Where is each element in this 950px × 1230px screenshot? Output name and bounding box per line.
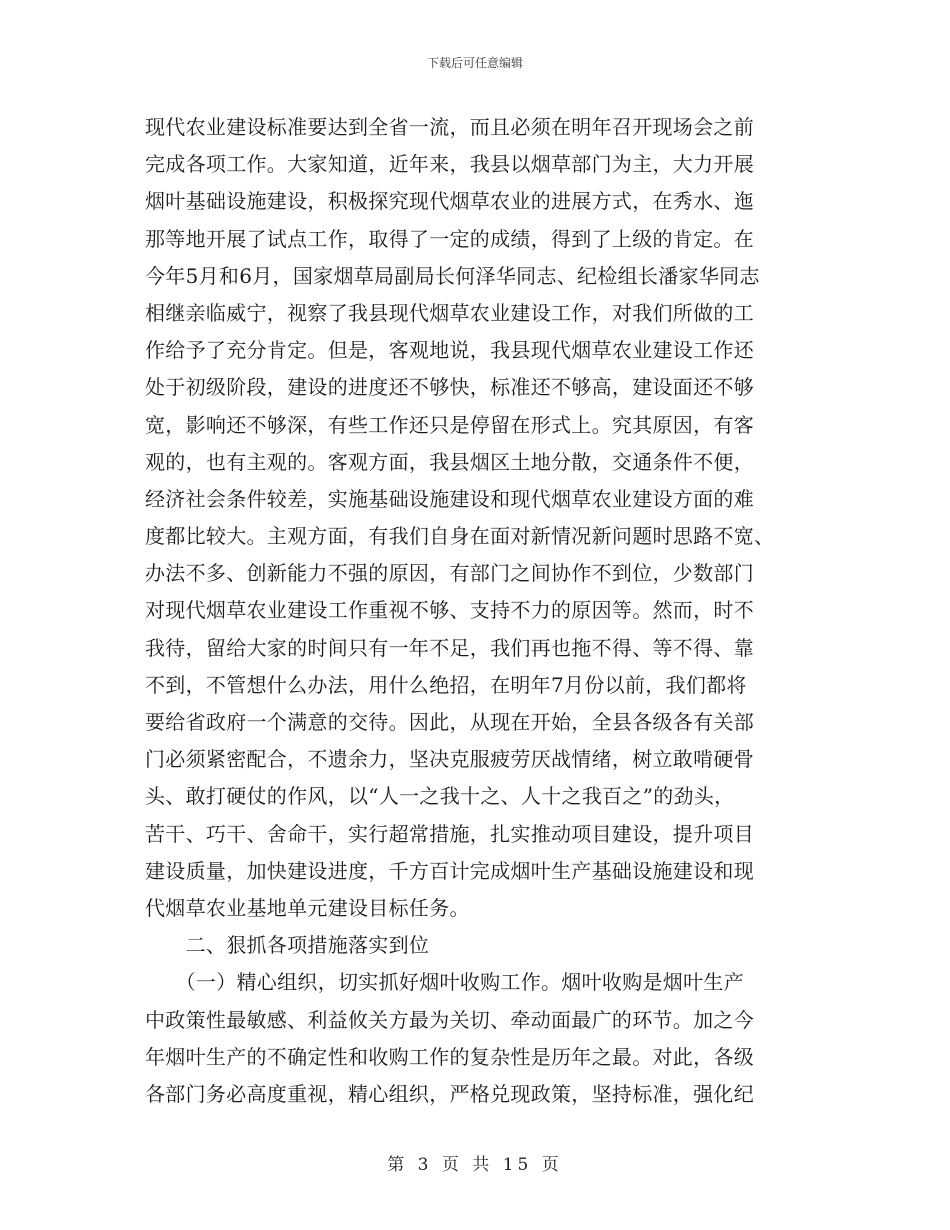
text-line: 宽，影响还不够深，有些工作还只是停留在形式上。究其原因，有客 (145, 412, 754, 437)
text-line: 不到，不管想什么办法，用什么绝招，在明年7月份以前，我们都将 (145, 672, 747, 697)
text-line: 办法不多、创新能力不强的原因，有部门之间协作不到位，少数部门 (145, 561, 754, 586)
text-line: 对现代烟草农业建设工作重视不够、支持不力的原因等。然而，时不 (145, 598, 754, 623)
page-footer: 第 3 页 共 15 页 (387, 1155, 563, 1175)
text-line: 烟叶基础设施建设，积极探究现代烟草农业的进展方式，在秀水、迤 (145, 189, 754, 214)
text-line: 作给予了充分肯定。但是，客观地说，我县现代烟草农业建设工作还 (145, 338, 754, 363)
body-text (145, 109, 815, 1113)
text-line: 处于初级阶段，建设的进度还不够快，标准还不够高，建设面还不够 (145, 375, 754, 400)
text-line: 年烟叶生产的不确定性和收购工作的复杂性是历年之最。对此，各级 (145, 1044, 754, 1069)
page-header: 下载后可任意编辑 (426, 56, 523, 70)
text-line: 代烟草农业基地单元建设目标任务。 (145, 895, 470, 920)
text-line: 苦干、巧干、舍命干，实行超常措施，扎实推动项目建设，提升项目 (145, 821, 754, 846)
text-line: 度都比较大。主观方面，有我们自身在面对新情况新问题时思路不宽、 (145, 524, 775, 549)
text-line: 相继亲临威宁，视察了我县现代烟草农业建设工作，对我们所做的工 (145, 300, 754, 325)
text-line: 头、敢打硬仗的作风，以“人一之我十之、人十之我百之”的劲头， (145, 784, 735, 809)
text-line: 那等地开展了试点工作，取得了一定的成绩，得到了上级的肯定。在 (145, 226, 754, 251)
text-line: 现代农业建设标准要达到全省一流，而且必须在明年召开现场会之前 (145, 115, 754, 139)
text-line: 经济社会条件较差，实施基础设施建设和现代烟草农业建设方面的难 (145, 486, 754, 511)
text-line: 中政策性最敏感、利益攸关方最为关切、牵动面最广的环节。加之今 (145, 1007, 754, 1032)
text-line: 门必须紧密配合，不遗余力，坚决克服疲劳厌战情绪，树立敢啃硬骨 (145, 747, 754, 772)
text-line: 观的，也有主观的。客观方面，我县烟区土地分散，交通条件不便， (145, 449, 754, 474)
text-line: 各部门务必高度重视，精心组织，严格兑现政策，坚持标准，强化纪 (145, 1081, 754, 1106)
section-heading: 二、狠抓各项措施落实到位 (145, 933, 430, 958)
text-line: 今年5月和6月，国家烟草局副局长何泽华同志、纪检组长潘家华同志 (145, 263, 760, 288)
text-line: 完成各项工作。大家知道，近年来，我县以烟草部门为主，大力开展 (145, 152, 754, 177)
text-line: 我待，留给大家的时间只有一年不足，我们再也拖不得、等不得、靠 (145, 635, 754, 660)
text-line: （一）精心组织，切实抓好烟叶收购工作。烟叶收购是烟叶生产 (145, 970, 744, 995)
text-line: 要给省政府一个满意的交待。因此，从现在开始，全县各级各有关部 (145, 710, 754, 734)
text-line: 建设质量，加快建设进度，千方百计完成烟叶生产基础设施建设和现 (145, 858, 754, 883)
